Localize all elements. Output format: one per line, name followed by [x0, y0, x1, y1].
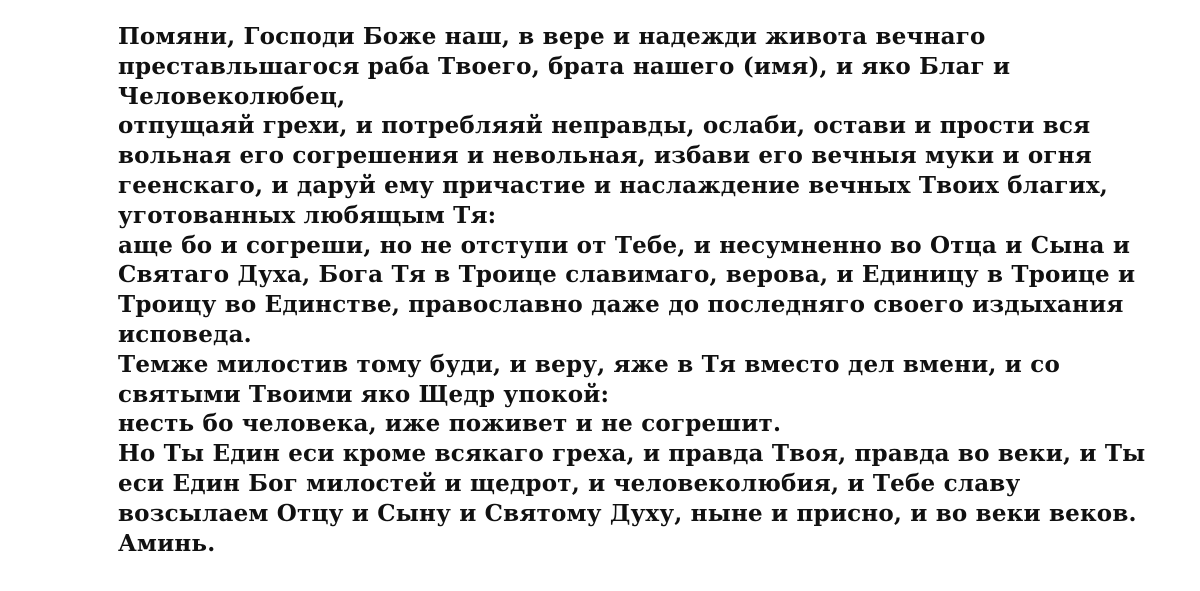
prayer-line: Святаго Духа, Бога Тя в Троице славимаго, верова, и Единицу в Троице и — [118, 261, 1136, 289]
prayer-line: Человеколюбец, — [118, 82, 346, 110]
prayer-line: Троицу во Единстве, православно даже до последняго своего издыхания — [118, 291, 1124, 319]
prayer-line: святыми Твоими яко Щедр упокой: — [118, 380, 610, 408]
prayer-line: несть бо человека, иже поживет и не согрешит. — [118, 410, 782, 438]
prayer-line: вольная его согрешения и невольная, избави его вечныя муки и огня — [118, 142, 1092, 170]
prayer-line: преставльшагося раба Твоего, брата нашего (имя), и яко Благ и — [118, 52, 1011, 80]
prayer-line: отпущаяй грехи, и потребляяй неправды, ослаби, остави и прости вся — [118, 112, 1091, 140]
prayer-line: Но Ты Един еси кроме всякаго греха, и правда Твоя, правда во веки, и Ты — [118, 440, 1146, 468]
prayer-line: Помяни, Господи Боже наш, в вере и надежди живота вечнаго — [118, 23, 986, 50]
prayer-line: еси Един Бог милостей и щедрот, и человеколюбия, и Тебе славу — [118, 469, 1021, 497]
prayer-line: уготованных любящым Тя: — [118, 201, 497, 229]
prayer-text — [118, 22, 1178, 558]
prayer-line: Аминь. — [118, 529, 216, 557]
prayer-line: аще бо и согреши, но не отступи от Тебе, и несумненно во Отца и Сына и — [118, 231, 1131, 259]
prayer-line: геенскаго, и даруй ему причастие и наслаждение вечных Твоих благих, — [118, 171, 1109, 199]
prayer-line: исповеда. — [118, 320, 252, 348]
prayer-line: Темже милостив тому буди, и веру, яже в Тя вместо дел вмени, и со — [118, 350, 1061, 378]
prayer-line: возсылаем Отцу и Сыну и Святому Духу, ныне и присно, и во веки веков. — [118, 499, 1137, 527]
